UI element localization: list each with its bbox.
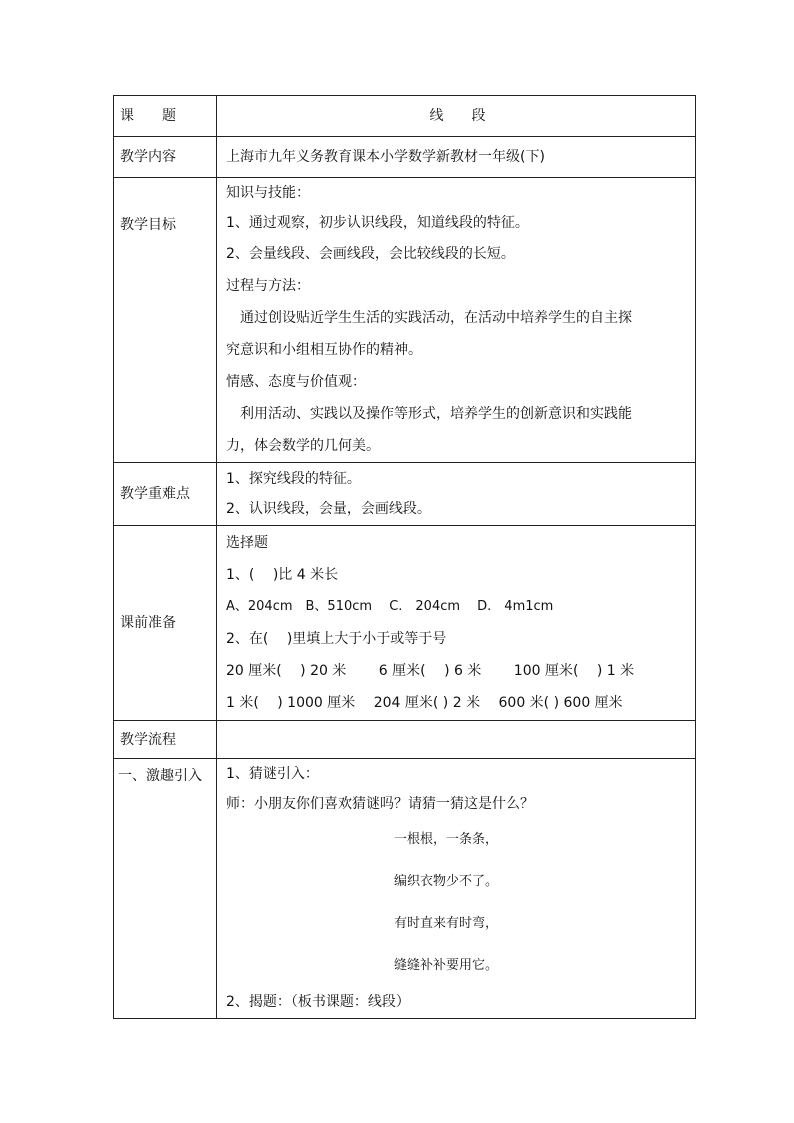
intro-closing: 2、揭题：（板书课题：线段） xyxy=(226,994,410,1010)
prep-line: 选择题 xyxy=(226,535,268,551)
lesson-title: 线 段 xyxy=(217,96,696,137)
label-preparation: 课前准备 xyxy=(114,526,217,721)
goals-heading-process: 过程与方法： xyxy=(226,278,310,294)
intro-value xyxy=(217,759,696,1019)
label-flow: 教学流程 xyxy=(114,721,217,759)
riddle-line: 编织衣物少不了。 xyxy=(394,874,499,889)
lesson-plan-table xyxy=(113,95,696,1019)
preparation-value xyxy=(217,526,696,721)
goals-heading-attitude: 情感、态度与价值观： xyxy=(226,374,366,390)
intro-line: 师：小朋友你们喜欢猜谜吗？请猜一猜这是什么？ xyxy=(226,796,534,812)
intro-line: 1、猜谜引入： xyxy=(226,766,319,782)
prep-line: 2、在( )里填上大于小于或等于号 xyxy=(226,631,447,647)
goals-line: 力，体会数学的几何美。 xyxy=(226,438,380,454)
goals-line: 究意识和小组相互协作的精神。 xyxy=(226,342,422,358)
label-topic: 课 题 xyxy=(114,96,217,137)
label-content: 教学内容 xyxy=(114,137,217,178)
row-flow xyxy=(114,721,696,759)
label-intro: 一、激趣引入 xyxy=(114,759,217,1019)
key-point-line: 2、认识线段，会量，会画线段。 xyxy=(226,501,431,517)
label-key-points: 教学重难点 xyxy=(114,463,217,526)
flow-value xyxy=(217,721,696,759)
goals-value xyxy=(217,178,696,463)
row-goals xyxy=(114,178,696,463)
row-content xyxy=(114,137,696,178)
row-intro xyxy=(114,759,696,1019)
goals-line: 1、通过观察，初步认识线段，知道线段的特征。 xyxy=(226,215,529,231)
key-points-value xyxy=(217,463,696,526)
label-goals: 教学目标 xyxy=(114,178,217,463)
goals-line: 通过创设贴近学生生活的实践活动，在活动中培养学生的自主探 xyxy=(240,310,632,326)
prep-options: A、204cm B、510cm C. 204cm D. 4m1cm xyxy=(226,599,554,614)
riddle-line: 有时直来有时弯， xyxy=(394,916,499,931)
riddle-line: 缝缝补补要用它。 xyxy=(394,958,499,973)
prep-compare-row: 20 厘米( ) 20 米 6 厘米( ) 6 米 100 厘米( ) 1 米 xyxy=(226,663,635,679)
key-point-line: 1、探究线段的特征。 xyxy=(226,471,361,487)
row-key-points xyxy=(114,463,696,526)
riddle-line: 一根根，一条条， xyxy=(394,832,499,847)
row-preparation xyxy=(114,526,696,721)
content-value: 上海市九年义务教育课本小学数学新教材一年级(下) xyxy=(217,137,696,178)
goals-line: 利用活动、实践以及操作等形式，培养学生的创新意识和实践能 xyxy=(240,406,632,422)
prep-compare-row: 1 米( ) 1000 厘米 204 厘米( ) 2 米 600 米( ) 600 厘米 xyxy=(226,695,623,711)
goals-line: 2、会量线段、会画线段，会比较线段的长短。 xyxy=(226,246,515,262)
prep-line: 1、( )比 4 米长 xyxy=(226,567,339,583)
goals-heading-knowledge: 知识与技能： xyxy=(226,185,310,201)
row-topic xyxy=(114,96,696,137)
